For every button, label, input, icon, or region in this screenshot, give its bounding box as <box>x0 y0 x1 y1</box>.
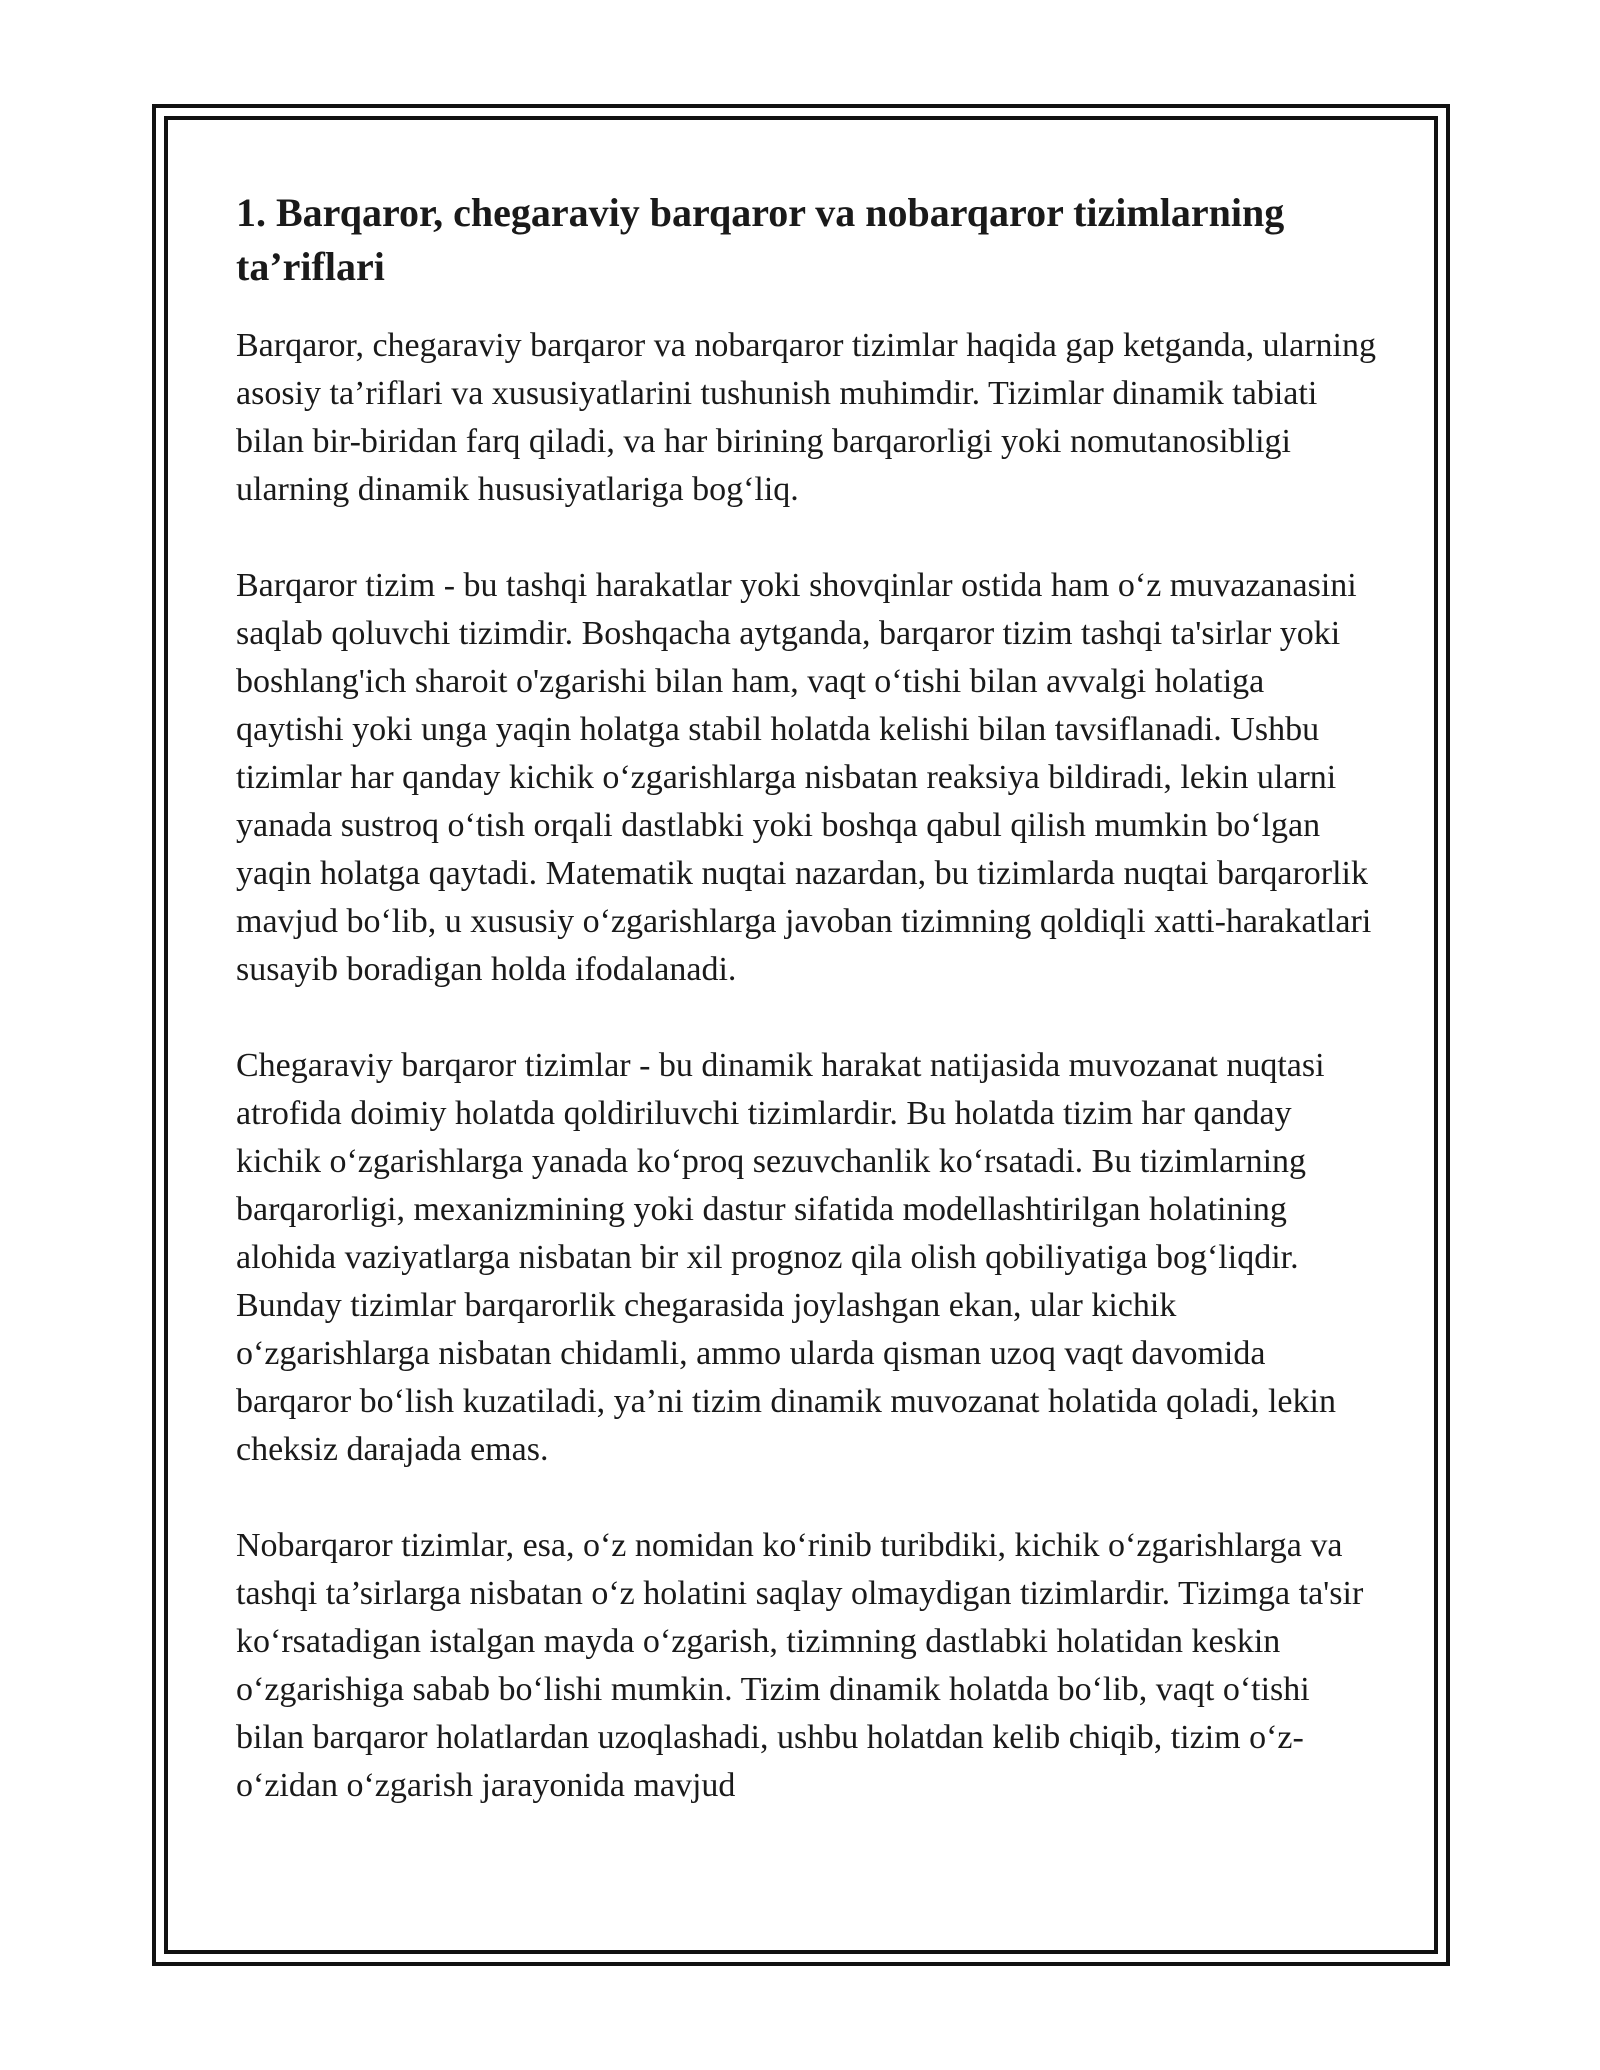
paragraph-marginally-stable-system: Chegaraviy barqaror tizimlar - bu dinamik harakat natijasida muvozanat nuqtasi atrofida doimiy holatda qoldiriluvchi tizimlardir. Bu holatda tizim har qanday kichik o‘zgarishlarga yanada ko‘proq sezuvchanlik ko‘rsatadi. Bu tizimlarning barqarorligi, mexanizmining yoki dastur sifatida modellashtirilgan holatining alohida vaziyatlarga nisbatan bir xil prognoz qila olish qobiliyatiga bog‘liqdir. Bunday tizimlar barqarorlik chegarasida joylashgan ekan, ular kichik o‘zgarishlarga nisbatan chidamli, ammo ularda qisman uzoq vaqt davomida barqaror bo‘lish kuzatiladi, ya’ni tizim dinamik muvozanat holatida qoladi, lekin cheksiz darajada emas. <box>236 1047 1336 1468</box>
paragraph-stable-system: Barqaror tizim - bu tashqi harakatlar yoki shovqinlar ostida ham o‘z muvazanasini saqlab qoluvchi tizimdir. Boshqacha aytganda, barqaror tizim tashqi ta'sirlar yoki boshlang'ich sharoit o'zgarishi bilan ham, vaqt o‘tishi bilan avvalgi holatiga qaytishi yoki unga yaqin holatga stabil holatda kelishi bilan tavsiflanadi. Ushbu tizimlar har qanday kichik o‘zgarishlarga nisbatan reaksiya bildiradi, lekin ularni yanada sustroq o‘tish orqali dastlabki yoki boshqa qabul qilish mumkin bo‘lgan yaqin holatga qaytadi. Matematik nuqtai nazardan, bu tizimlarda nuqtai barqarorlik mavjud bo‘lib, u xususiy o‘zgarishlarga javoban tizimning qoldiqli xatti-harakatlari susayib boradigan holda ifodalanadi. <box>236 567 1372 988</box>
paragraph-unstable-system: Nobarqaror tizimlar, esa, o‘z nomidan ko‘rinib turibdiki, kichik o‘zgarishlarga va tashqi ta’sirlarga nisbatan o‘z holatini saqlay olmaydigan tizimlardir. Tizimga ta'sir ko‘rsatadigan istalgan mayda o‘zgarish, tizimning dastlabki holatidan keskin o‘zgarishiga sabab bo‘lishi mumkin. Tizim dinamik holatda bo‘lib, vaqt o‘tishi bilan barqaror holatlardan uzoqlashadi, ushbu holatdan kelib chiqib, tizim o‘z-o‘zidan o‘zgarish jarayonida mavjud <box>236 1527 1364 1804</box>
document-body <box>236 186 1376 1858</box>
paragraph-intro: Barqaror, chegaraviy barqaror va nobarqaror tizimlar haqida gap ketganda, ularning asosiy ta’riflari va xususiyatlarini tushunish muhimdir. Tizimlar dinamik tabiati bilan bir-biridan farq qiladi, va har birining barqarorligi yoki nomutanosibligi ularning dinamik hususiyatlariga bog‘liq. <box>236 327 1376 508</box>
section-title: 1. Barqaror, chegaraviy barqaror va nobarqaror tizimlarning ta’riflari <box>236 190 1285 289</box>
